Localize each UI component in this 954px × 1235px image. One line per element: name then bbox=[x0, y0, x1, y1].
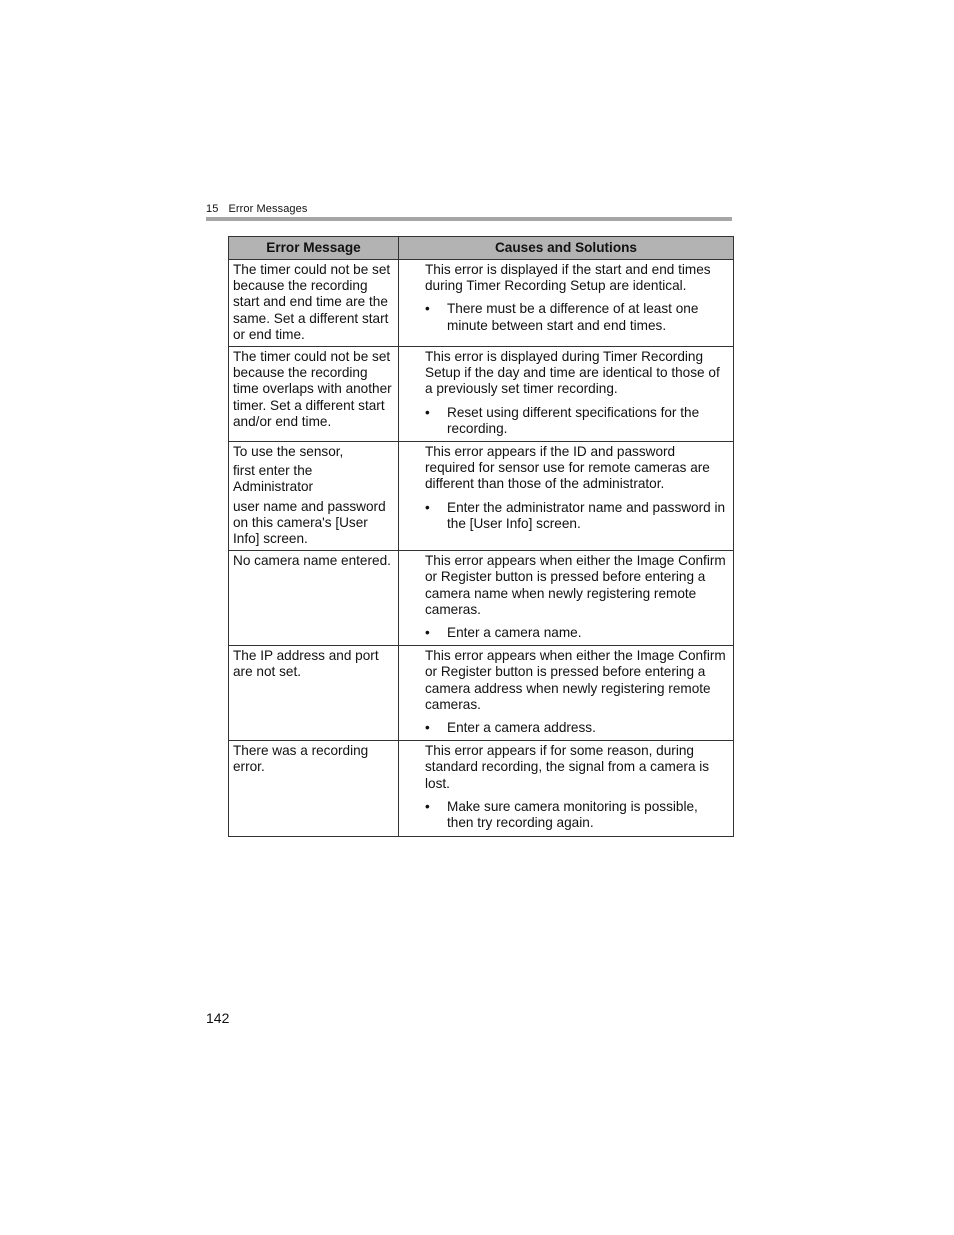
error-message-text: user name and password on this camera's [User Info] screen. bbox=[233, 498, 386, 547]
cause-cell bbox=[399, 442, 734, 551]
table-header-row bbox=[229, 237, 734, 260]
error-message-text: The timer could not be set because the recording time overlaps with another timer. Set a different start and/or end time. bbox=[233, 349, 392, 429]
cause-cell bbox=[399, 646, 734, 741]
cause-text: This error appears if for some reason, during standard recording, the signal from a camera is lost. bbox=[425, 743, 710, 791]
page-number: 142 bbox=[206, 1010, 230, 1026]
error-message-cell bbox=[229, 551, 399, 646]
error-messages-table bbox=[228, 236, 734, 837]
column-header-causes-solutions: Causes and Solutions bbox=[399, 237, 734, 260]
running-head bbox=[206, 203, 307, 215]
cause-text: This error appears when either the Image Confirm or Register button is pressed before entering a camera name when newly registering remote cameras. bbox=[425, 553, 726, 617]
cause-text: This error is displayed during Timer Recording Setup if the day and time are identical to those of a previously set timer recording. bbox=[425, 349, 720, 397]
table-row bbox=[229, 347, 734, 442]
table-row bbox=[229, 442, 734, 551]
column-header-error-message: Error Message bbox=[229, 237, 399, 260]
cause-cell bbox=[399, 551, 734, 646]
solution-bullet: • Enter the administrator name and password in the [User Info] screen. bbox=[425, 500, 727, 532]
cause-text: This error appears when either the Image Confirm or Register button is pressed before entering a camera address when newly registering remote cameras. bbox=[425, 648, 726, 712]
table-row bbox=[229, 551, 734, 646]
cause-cell bbox=[399, 741, 734, 837]
cause-text: This error appears if the ID and password required for sensor use for remote cameras are different than those of the administrator. bbox=[425, 444, 710, 492]
chapter-number: 15 bbox=[206, 203, 219, 215]
solution-bullet: • Enter a camera name. bbox=[425, 625, 727, 641]
error-message-cell bbox=[229, 442, 399, 551]
table-row bbox=[229, 260, 734, 347]
error-message-text: There was a recording error. bbox=[233, 743, 369, 775]
table-row bbox=[229, 741, 734, 837]
cause-cell bbox=[399, 260, 734, 347]
cause-text: This error is displayed if the start and end times during Timer Recording Setup are identical. bbox=[425, 262, 711, 294]
error-message-cell bbox=[229, 646, 399, 741]
header-rule bbox=[206, 217, 732, 221]
solution-bullet: • Reset using different specifications for the recording. bbox=[425, 405, 727, 437]
error-message-text: The timer could not be set because the recording start and end time are the same. Set a different start or end time. bbox=[233, 262, 391, 342]
chapter-title: Error Messages bbox=[228, 203, 308, 215]
error-message-cell bbox=[229, 741, 399, 837]
solution-bullet: • There must be a difference of at least one minute between start and end times. bbox=[425, 301, 727, 333]
cause-cell bbox=[399, 347, 734, 442]
error-message-text: To use the sensor, bbox=[233, 444, 344, 460]
error-message-cell bbox=[229, 347, 399, 442]
error-message-text: No camera name entered. bbox=[233, 553, 391, 569]
error-message-text: The IP address and port are not set. bbox=[233, 648, 379, 680]
solution-bullet: • Make sure camera monitoring is possible, then try recording again. bbox=[425, 799, 727, 831]
table-row bbox=[229, 646, 734, 741]
error-message-cell bbox=[229, 260, 399, 347]
error-message-text: first enter the Administrator bbox=[233, 463, 314, 495]
solution-bullet: • Enter a camera address. bbox=[425, 720, 727, 736]
